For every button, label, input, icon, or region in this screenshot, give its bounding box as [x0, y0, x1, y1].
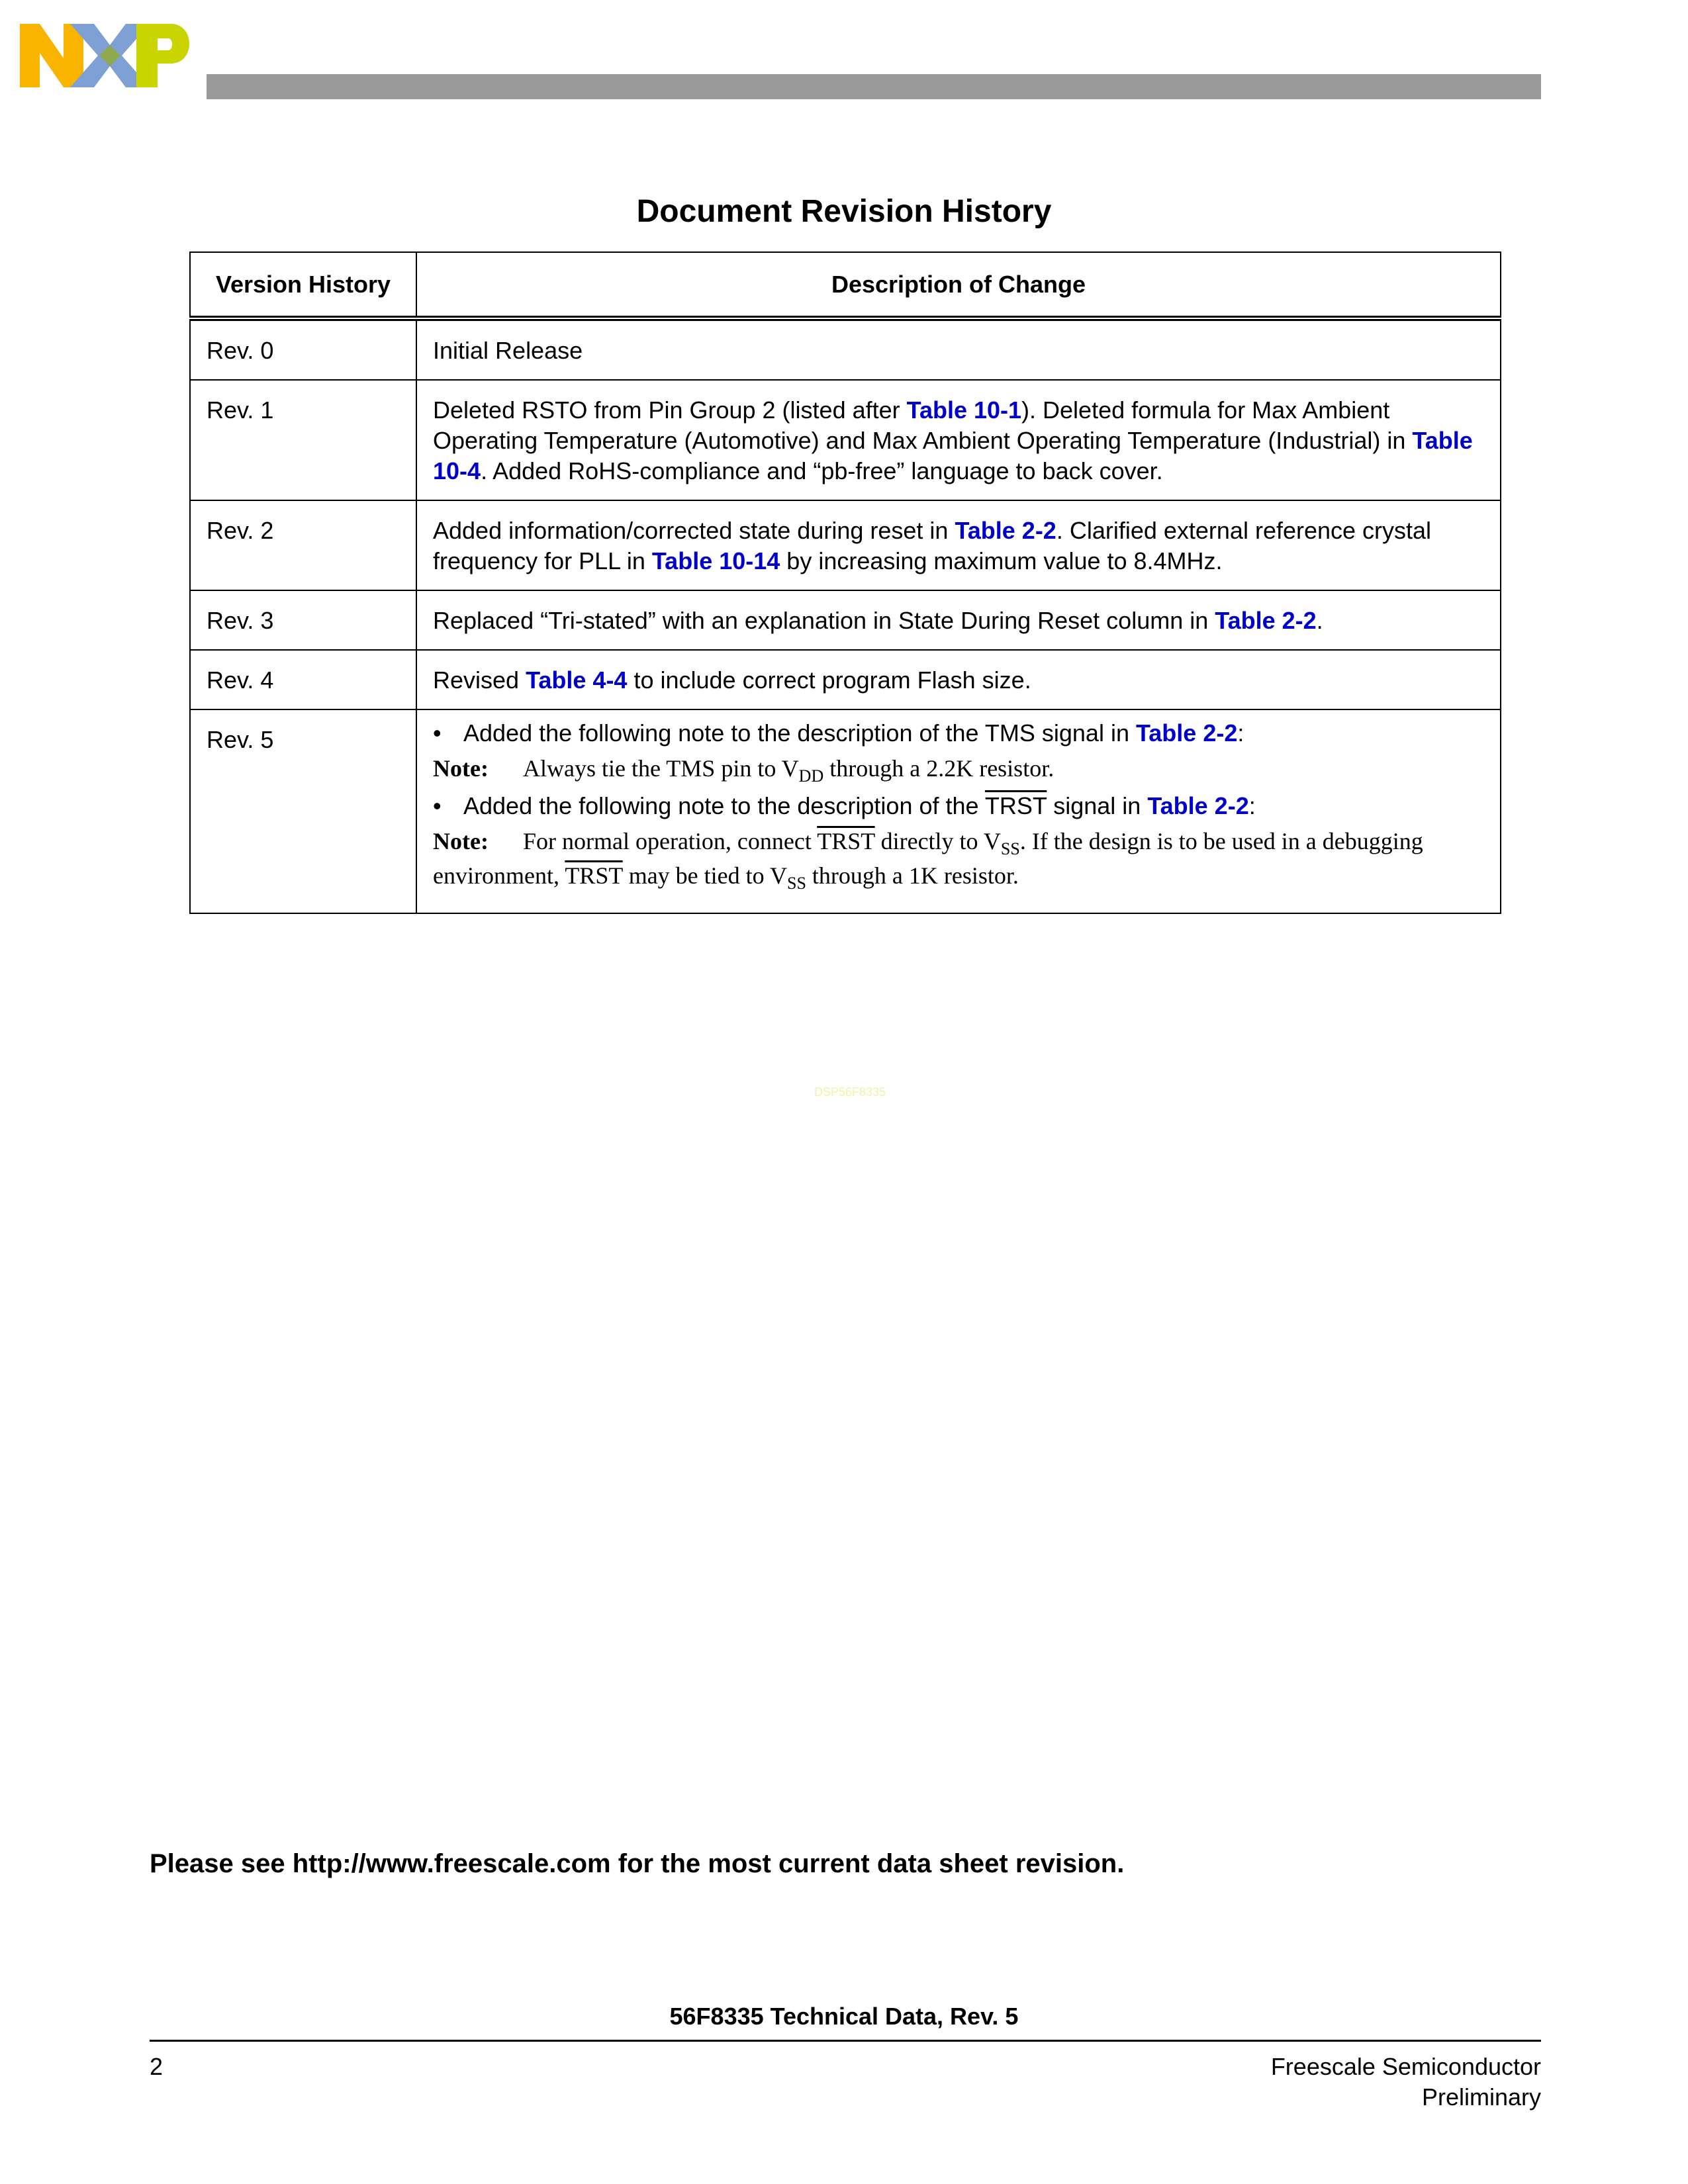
nxp-logo-icon [20, 24, 189, 87]
table-2-2-link[interactable]: Table 2-2 [1215, 607, 1317, 634]
version-cell: Rev. 0 [190, 318, 416, 380]
note-text: directly to V [874, 828, 1001, 854]
signal-name: TRST [817, 828, 875, 854]
version-cell: Rev. 4 [190, 650, 416, 709]
note-label: Note: [433, 755, 489, 782]
description-cell [416, 650, 1501, 709]
company-name: Freescale Semiconductor [1270, 2053, 1541, 2080]
footer-company [1271, 2052, 1541, 2113]
note-text: through a 1K resistor. [806, 862, 1019, 889]
table-4-4-link[interactable]: Table 4-4 [526, 666, 628, 694]
bullet-text: Added the following note to the description of the [463, 792, 985, 819]
subscript: DD [798, 766, 824, 786]
table-2-2-link[interactable]: Table 2-2 [1135, 719, 1238, 747]
table-row [190, 709, 1501, 913]
footer-divider [150, 2040, 1541, 2042]
watermark: DSP56F8335 [814, 1085, 886, 1099]
description-text: ). Deleted formula for Max Ambient Operating Temperature (Automotive) and Max Ambient Operating Temperature (Industrial) in [433, 396, 1413, 454]
description-text: Initial Release [433, 337, 583, 364]
table-header-row [190, 252, 1501, 318]
description-text: Revised [433, 666, 526, 694]
version-cell: Rev. 5 [190, 709, 416, 913]
bullet-text: signal in [1047, 792, 1148, 819]
description-text: . Added RoHS-compliance and “pb-free” language to back cover. [481, 457, 1163, 484]
table-10-4-link[interactable]: Table 10-4 [433, 427, 1473, 484]
bullet-item [433, 791, 1484, 821]
bullet-mark: • [433, 719, 442, 747]
signal-name: TRST [984, 792, 1047, 819]
signal-name: TRST [565, 862, 623, 889]
description-text: Replaced “Tri-stated” with an explanation in State During Reset column in [433, 607, 1215, 634]
bullet-end: : [1248, 792, 1256, 819]
description-text: . Clarified external reference crystal frequency for PLL in [433, 517, 1432, 574]
note-text: For normal operation, connect [523, 828, 818, 854]
bullet-text: Added the following note to the description of the TMS signal in [463, 719, 1136, 747]
bullet-item [433, 718, 1484, 749]
revision-history-table [189, 251, 1501, 914]
table-10-1-link[interactable]: Table 10-1 [906, 396, 1022, 424]
table-row [190, 590, 1501, 650]
description-cell [416, 709, 1501, 913]
bullet-mark: • [433, 792, 442, 819]
table-row [190, 318, 1501, 380]
table-row [190, 500, 1501, 590]
note-text: through a 2.2K resistor. [823, 755, 1055, 782]
description-text: . [1316, 607, 1323, 634]
note-text: Always tie the TMS pin to V [523, 755, 799, 782]
description-cell [416, 380, 1501, 500]
version-cell: Rev. 3 [190, 590, 416, 650]
description-cell [416, 590, 1501, 650]
note-text: . If the design is to be used in a debugging environment, [433, 828, 1423, 889]
version-cell: Rev. 2 [190, 500, 416, 590]
column-header-description: Description of Change [416, 252, 1501, 318]
version-cell: Rev. 1 [190, 380, 416, 500]
datasheet-note: Please see http://www.freescale.com for the most current data sheet revision. [150, 1849, 1125, 1878]
column-header-version: Version History [190, 252, 416, 318]
bullet-end: : [1237, 719, 1244, 747]
page-number: 2 [150, 2053, 164, 2080]
description-text: Deleted RSTO from Pin Group 2 (listed after [433, 396, 907, 424]
table-row [190, 380, 1501, 500]
description-text: by increasing maximum value to 8.4MHz. [780, 547, 1223, 574]
header-bar [207, 74, 1541, 99]
subscript: SS [1000, 839, 1020, 859]
note-label: Note: [433, 828, 489, 854]
description-text: Added information/corrected state during reset in [433, 517, 955, 544]
note-text: may be tied to V [622, 862, 787, 889]
table-2-2-link[interactable]: Table 2-2 [1147, 792, 1249, 819]
table-2-2-link[interactable]: Table 2-2 [955, 517, 1056, 544]
description-text: to include correct program Flash size. [627, 666, 1031, 694]
footer-title: 56F8335 Technical Data, Rev. 5 [669, 2003, 1019, 2030]
table-row [190, 650, 1501, 709]
note-tms [433, 751, 1484, 786]
page-title: Document Revision History [636, 194, 1052, 229]
description-cell [416, 500, 1501, 590]
note-trst [433, 824, 1484, 893]
description-cell [416, 318, 1501, 380]
subscript: SS [786, 874, 806, 893]
document-status: Preliminary [1421, 2083, 1541, 2111]
table-10-14-link[interactable]: Table 10-14 [651, 547, 780, 574]
